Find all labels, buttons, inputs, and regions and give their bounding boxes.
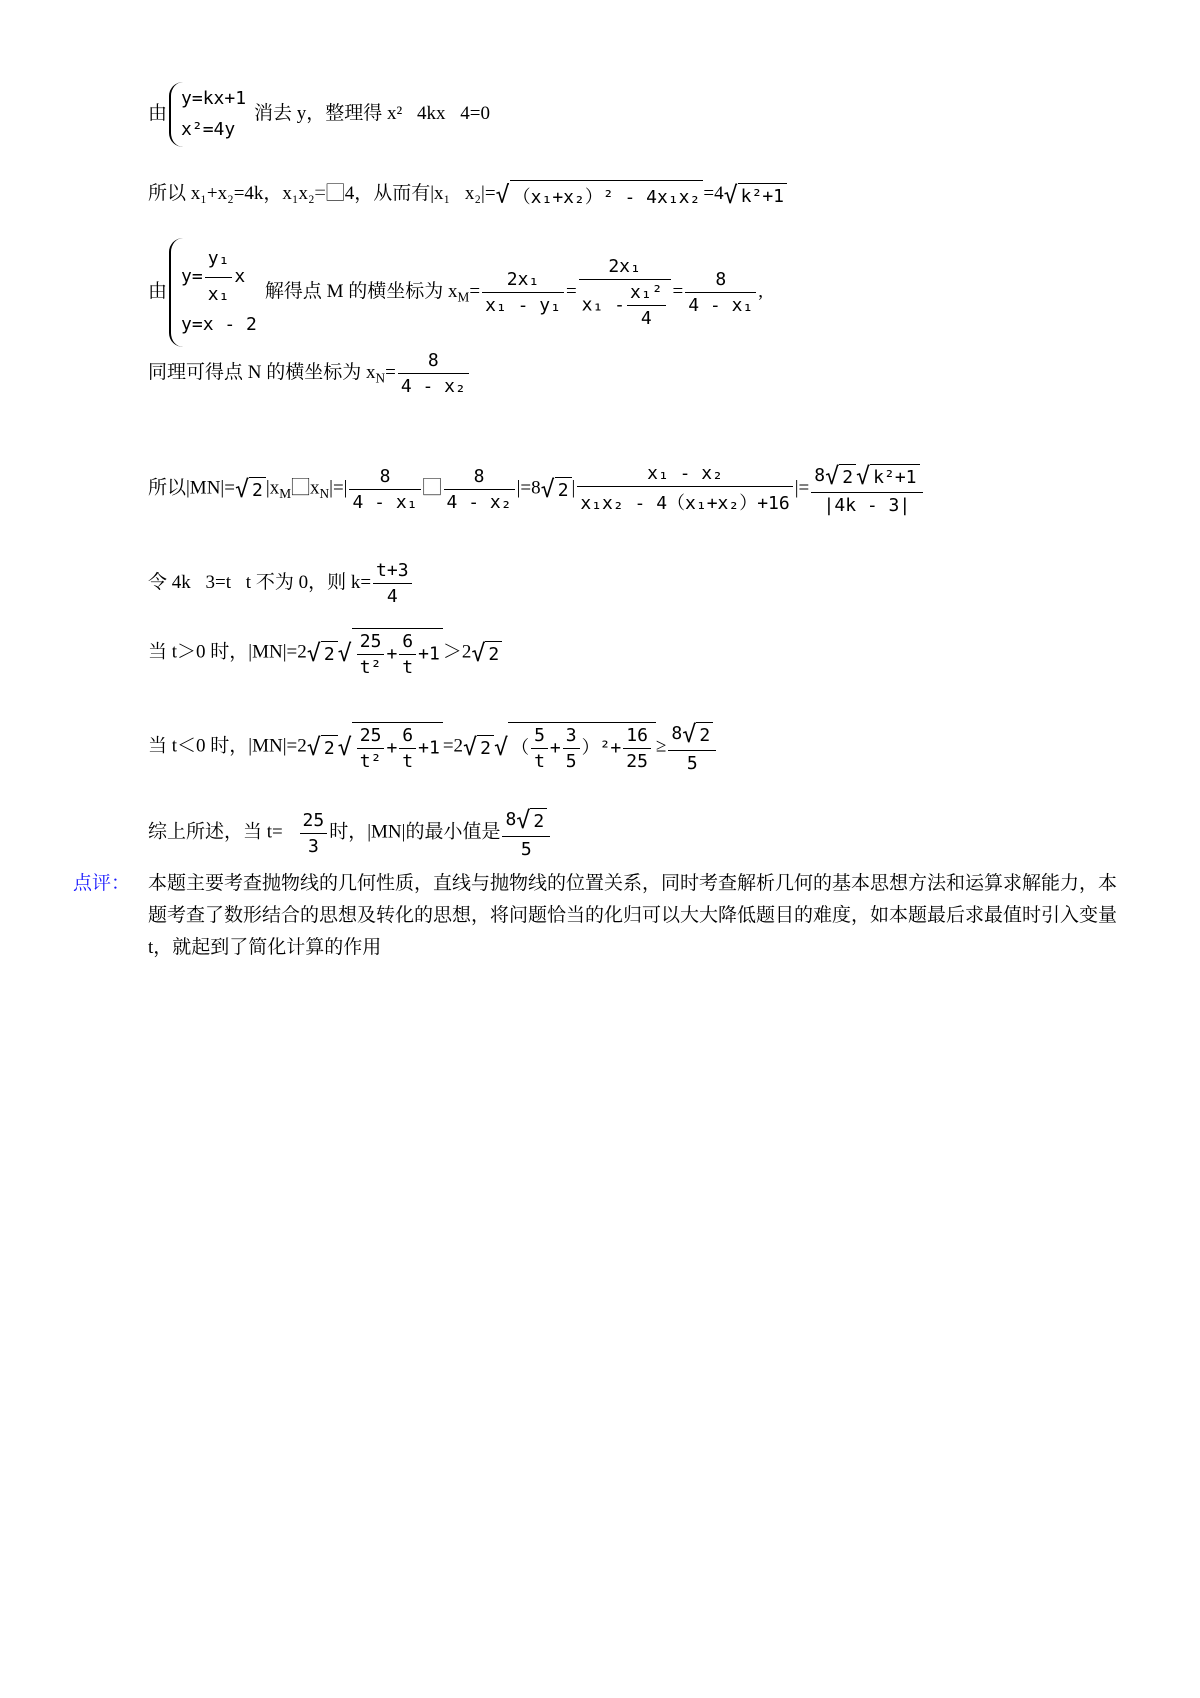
line-conclusion xyxy=(148,806,552,860)
equation-system xyxy=(169,238,263,347)
line-vieta xyxy=(148,178,787,209)
text: |=8 xyxy=(516,477,541,499)
radicand: $\frac{25}{\text{t²}}$ + $\frac{6}{t}$ +1 xyxy=(352,722,443,772)
denominator: 5 xyxy=(563,748,580,772)
line-t-negative xyxy=(148,720,718,774)
fraction xyxy=(399,725,416,772)
sqrt-icon: √ xyxy=(337,639,352,667)
denominator: 4 - x₂ xyxy=(444,489,515,513)
numerator xyxy=(502,806,550,836)
equation xyxy=(181,244,257,310)
radical xyxy=(516,806,547,834)
equation: y=x - 2 xyxy=(181,314,257,336)
text: x₁ - xyxy=(581,294,626,316)
text: +1 xyxy=(418,737,440,759)
denominator: x₁ - y₁ xyxy=(482,292,564,316)
numerator: 25 xyxy=(359,725,382,746)
sqrt-icon: √ xyxy=(463,733,478,761)
sqrt-icon: √ xyxy=(495,180,510,209)
numerator: 8 xyxy=(379,465,391,487)
text: ）²+ xyxy=(581,737,622,759)
denominator: t xyxy=(399,748,416,772)
text: =2 xyxy=(442,735,464,757)
fraction xyxy=(668,720,716,774)
radicand: （x₁+x₂）² - 4x₁x₂ xyxy=(510,180,704,209)
denominator: t² xyxy=(357,654,385,678)
fraction xyxy=(398,350,469,397)
fraction xyxy=(357,631,385,678)
radical xyxy=(338,722,443,772)
text: 8 xyxy=(505,809,517,830)
radical xyxy=(856,462,919,490)
radicand: 2 xyxy=(485,641,502,665)
text: |=| xyxy=(329,477,348,499)
radicand: 2 xyxy=(555,477,572,501)
numerator: y₁ xyxy=(207,248,230,269)
radical xyxy=(307,733,338,761)
fraction xyxy=(357,725,385,772)
radicand: 2 xyxy=(321,641,338,665)
denominator: 3 xyxy=(300,833,328,857)
radical xyxy=(496,180,704,209)
fraction xyxy=(349,466,420,513)
equation-system xyxy=(169,82,252,147)
sqrt-icon: √ xyxy=(723,180,738,209)
fraction xyxy=(579,256,671,329)
text: 由 xyxy=(148,102,168,124)
text: ⃞x xyxy=(291,477,320,499)
numerator: 25 xyxy=(359,631,382,652)
sqrt-icon: √ xyxy=(306,639,321,667)
numerator: 25 xyxy=(302,809,325,831)
radicand xyxy=(352,628,443,678)
text: 解得点 M 的横坐标为 x xyxy=(264,280,458,302)
radicand: 2 xyxy=(321,735,338,759)
remark-text: 本题主要考查抛物线的几何性质，直线与抛物线的位置关系，同时考查解析几何的基本思想方法和运算求解能力，本题考查了数形结合的思想及转化的思想，将问题恰当的化归可以大大降低题目的难度，如本题最后求最值时引入变量 t，就起到了简化计算的作用 xyxy=(148,873,1118,958)
fraction xyxy=(531,725,548,772)
numerator: 3 xyxy=(565,725,577,746)
radical xyxy=(471,639,502,667)
line-point-n: 同理可得点 N 的横坐标为 $x_N=$ $\frac{8}{\text{4 - x₂}}$ xyxy=(148,350,471,397)
fraction xyxy=(811,462,922,516)
numerator: 16 xyxy=(626,725,648,746)
sqrt-icon: √ xyxy=(540,475,555,503)
line-eliminate-y xyxy=(148,82,490,147)
denominator: 5 xyxy=(668,750,716,774)
radical xyxy=(825,462,856,490)
text: |= xyxy=(794,477,810,499)
numerator: 8 xyxy=(715,268,727,290)
subscript: M xyxy=(279,486,292,502)
numerator: 5 xyxy=(534,725,545,746)
text: 时，|MN|的最小值是 xyxy=(329,821,501,843)
denominator: |4k - 3| xyxy=(811,492,922,516)
line-mn-length: 所以|MN|=√ 2 $|x_M⃞x_N|=|$ $\frac{8}{\text{4 - x₁}}$ ⃞ $\frac{8}{\text{4 - x₂}}$ |=8√ 2 | $\frac{\text{x₁ - x₂}}{\text{x₁x₂ - 4（x₁+x₂）+16}}$ |= $\frac{\text{8√ 2 √ k²+1}}{|4k - 3|}$ xyxy=(148,462,925,516)
numerator xyxy=(668,720,716,750)
fraction xyxy=(563,725,580,772)
denominator: 4 - x₂ xyxy=(398,373,469,397)
denominator: 25 xyxy=(623,748,651,772)
text: ⃞ xyxy=(422,477,442,499)
fraction xyxy=(399,631,416,678)
radicand: 2 xyxy=(696,722,713,746)
radicand: （ $\frac{5}{t}$ + $\frac{3}{5}$ ）²+ $\frac{16}{25}$ xyxy=(508,722,656,772)
numerator: 2x₁ xyxy=(608,255,641,277)
sqrt-icon: √ xyxy=(682,720,697,748)
line-substitution xyxy=(148,560,414,607)
fraction xyxy=(300,810,328,857)
radicand: k²+1 xyxy=(870,464,919,488)
fraction xyxy=(623,725,651,772)
denominator: 4 xyxy=(627,305,666,329)
denominator xyxy=(579,279,671,329)
fraction xyxy=(577,463,792,515)
text: + xyxy=(386,643,398,665)
text: 消去 y，整理得 x²⃞4kx⃞4=0 xyxy=(254,102,491,124)
numerator: 6 xyxy=(402,631,414,652)
denominator: x₁x₂ - 4（x₁+x₂）+16 xyxy=(577,486,792,515)
sqrt-icon: √ xyxy=(825,462,840,490)
numerator: x₁² xyxy=(630,281,663,303)
radical xyxy=(338,628,443,678)
denominator: 4 - x₁ xyxy=(349,489,420,513)
text: |x xyxy=(265,477,280,499)
denominator: 4 xyxy=(373,583,412,607)
fraction xyxy=(482,269,564,316)
radical xyxy=(235,475,266,503)
text: ≥ xyxy=(655,735,667,757)
line-t-positive xyxy=(148,628,502,678)
sqrt-icon: √ xyxy=(856,462,871,490)
sqrt-icon: √ xyxy=(234,475,250,503)
radicand: 2 xyxy=(477,735,494,759)
radical xyxy=(541,475,572,503)
sqrt-icon: √ xyxy=(471,639,486,667)
radical xyxy=(307,639,338,667)
fraction xyxy=(685,269,756,316)
denominator: 4 - x₁ xyxy=(685,292,756,316)
sqrt-icon: √ xyxy=(337,733,352,761)
numerator: 2x₁ xyxy=(506,268,540,290)
subscript: N xyxy=(375,370,386,386)
radical xyxy=(682,720,713,748)
text: 由 xyxy=(148,280,168,302)
radical xyxy=(463,733,494,761)
remark-label: 点评： xyxy=(73,873,131,894)
fraction xyxy=(205,244,233,310)
numerator: 8 xyxy=(427,350,439,371)
numerator xyxy=(811,462,922,492)
text: ＞2 xyxy=(442,641,472,663)
text: 当 t＜0 时，|MN|=2 xyxy=(148,735,307,757)
text: 同理可得点 N 的横坐标为 x xyxy=(148,361,376,383)
sqrt-icon: √ xyxy=(516,806,531,834)
numerator: t+3 xyxy=(376,560,409,581)
numerator: 6 xyxy=(402,725,414,746)
text: 综上所述，当 t=⃞ xyxy=(148,821,298,843)
fraction xyxy=(502,806,550,860)
radical xyxy=(724,181,787,209)
text: 令 4k⃞3=t，t 不为 0，则 k= xyxy=(148,571,372,593)
subscript: M xyxy=(457,289,470,305)
equation: x²=4y xyxy=(181,118,236,140)
equation: y=kx+1 xyxy=(181,88,247,109)
denominator: t xyxy=(399,654,416,678)
numerator: x₁ - x₂ xyxy=(647,463,723,484)
text: 8 xyxy=(814,465,826,486)
text: x xyxy=(234,266,246,288)
text: =4 xyxy=(703,183,724,204)
fraction xyxy=(627,282,666,329)
text: 所以|MN|= xyxy=(148,477,235,499)
numerator: 8 xyxy=(473,465,485,487)
text: +1 xyxy=(418,643,440,665)
sqrt-icon: √ xyxy=(493,733,509,761)
subscript: N xyxy=(319,486,330,502)
radicand: 2 xyxy=(530,808,547,832)
text: 所以 x₁+x₂=4k，x₁x₂=⃞4，从而有|x₁⃞x₂|= xyxy=(148,183,496,204)
fraction xyxy=(373,560,412,607)
text: y= xyxy=(181,266,203,288)
text: 8 xyxy=(671,723,683,744)
radical xyxy=(494,722,656,772)
fraction xyxy=(444,466,515,513)
text: 当 t＞0 时，|MN|=2 xyxy=(148,641,307,663)
denominator: 5 xyxy=(502,836,550,860)
denominator: x₁ xyxy=(205,277,233,311)
denominator: t xyxy=(531,748,548,772)
sqrt-icon: √ xyxy=(306,733,321,761)
radicand: 2 xyxy=(249,477,266,501)
line-point-m: 由 y= $\frac{\text{y₁}}{\text{x₁}}$ x y=x - 2 解得点 M 的横坐标为 $x_M=$ $\frac{\text{2x₁}}{\text{x₁ - y₁}}$ = 2x₁ x₁ - $\frac{\text{x₁²}}{4}$ = $\frac{8}{\text{4 - x₁}}$ , xyxy=(148,238,763,347)
denominator: t² xyxy=(357,748,385,772)
radicand: k²+1 xyxy=(738,183,787,207)
text: （ xyxy=(511,737,530,759)
radicand: 2 xyxy=(839,464,856,488)
